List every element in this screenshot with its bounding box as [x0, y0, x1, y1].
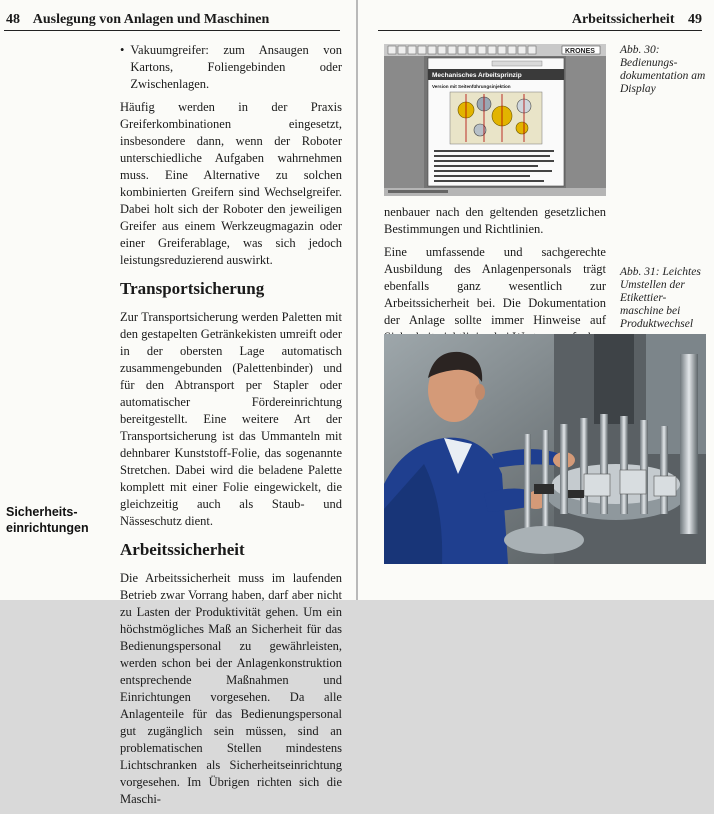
right-running-head-title: Arbeitssicherheit: [571, 12, 675, 27]
left-head-rule: [4, 30, 340, 31]
bullet-text: Vakuumgreifer: zum Ansaugen von Kartons, Foliengebinden oder Zwischenlagen.: [130, 43, 342, 91]
left-page: [0, 0, 356, 806]
paragraph-greiferkombinationen: Häufig werden in der Praxis Greiferkombinationen eingesetzt, insbesondere dann, wenn der Roboter unterschiedliche Aufgaben wahrnehmen muss. Eine Alternative zu solchen kombinierten Greifern sind Wechselgreifer. Dabei holt sich der Roboter den jeweiligen Greifer aus einem Werkzeugmagazin oder einer Greiferablage, was sich jedoch leistungsreduzierend auswirkt.: [120, 100, 342, 267]
heading-arbeitssicherheit: Arbeitssicherheit: [120, 540, 245, 559]
right-head-rule: [378, 30, 702, 31]
figure-31-technician-photo: [384, 334, 706, 564]
left-text-column: [120, 42, 342, 814]
caption-figure-30: Abb. 30: Bedienungs-dokumentation am Display: [620, 44, 706, 95]
screen-doc-title: Mechanisches Arbeitsprinzip: [432, 72, 522, 79]
left-page-number: 48: [6, 12, 20, 27]
caption-figure-31: Abb. 31: Leichtes Umstellen der Etikettier-maschine bei Produktwechsel: [620, 266, 701, 330]
figure-30-display-screenshot: [384, 44, 606, 196]
paragraph-transportsicherung: Zur Transportsicherung werden Paletten mit den gestapelten Getränkekisten umreift oder in der obersten Lage automatisch zusammengebunden (Palettenbinder) und für den Abtransport per Stapler oder automatischer Fördereinrichtung bereitgestellt. Eine weitere Art der Transportsicherung ist das Ummanteln mit dehnbarer Kunststoff-Folie, das sogenannte Stretchen. Dabei wird die beladene Palette komplett mit einer Folie eingewickelt, die gleichzeitig auch als Staub- und Nässeschutz dient.: [120, 310, 342, 528]
paragraph-maschinenbauer: nenbauer nach den geltenden gesetzlichen Bestimmungen und Richtlinien.: [384, 205, 606, 236]
paragraph-arbeitssicherheit: Die Arbeitssicherheit muss im laufenden Betrieb zwar Vorrang haben, darf aber nicht zu Lasten der Produktivität gehen. Um ein höchstmögliches Maß an Sicherheit für das Bedienungspersonal zu gewährleisten, werden schon bei der Anlagenkonstruktion entsprechende Maßnahmen und Einrichtungen vorgesehen. Da alle Anlagenteile für das Bedienungspersonal gut zugänglich sein müssen, sind an problematischen Stellen mindestens Lichtschranken als Sicherheitseinrichtung vorgesehen. Im Übrigen richten sich die Maschi-: [120, 571, 342, 806]
bullet-mark: •: [120, 43, 125, 57]
paragraph-ausbildung: Eine umfassende und sachgerechte Ausbildung des Anlagenpersonals trägt ebenfalls ganz wesentlich zur Arbeitssicherheit bei. Die Dokumentation der Anlage sollte immer Hinweise auf: [384, 245, 606, 327]
heading-transportsicherung: Transportsicherung: [120, 279, 265, 298]
screen-doc-subtitle: Version mit Seitenführungsinjektion: [432, 84, 511, 89]
right-page: [358, 0, 714, 600]
right-running-head: [572, 12, 702, 32]
krones-logo: KRONES: [565, 48, 595, 55]
right-page-number: 49: [688, 12, 702, 27]
technician-photo-illustration: [384, 334, 706, 564]
left-running-head: [6, 12, 269, 32]
bullet-item: [120, 42, 342, 93]
margin-note-sicherheitseinrichtungen: Sicherheits-einrichtungen: [6, 505, 89, 535]
left-running-head-title: Auslegung von Anlagen und Maschinen: [32, 12, 270, 27]
display-screen-illustration: [384, 44, 606, 196]
